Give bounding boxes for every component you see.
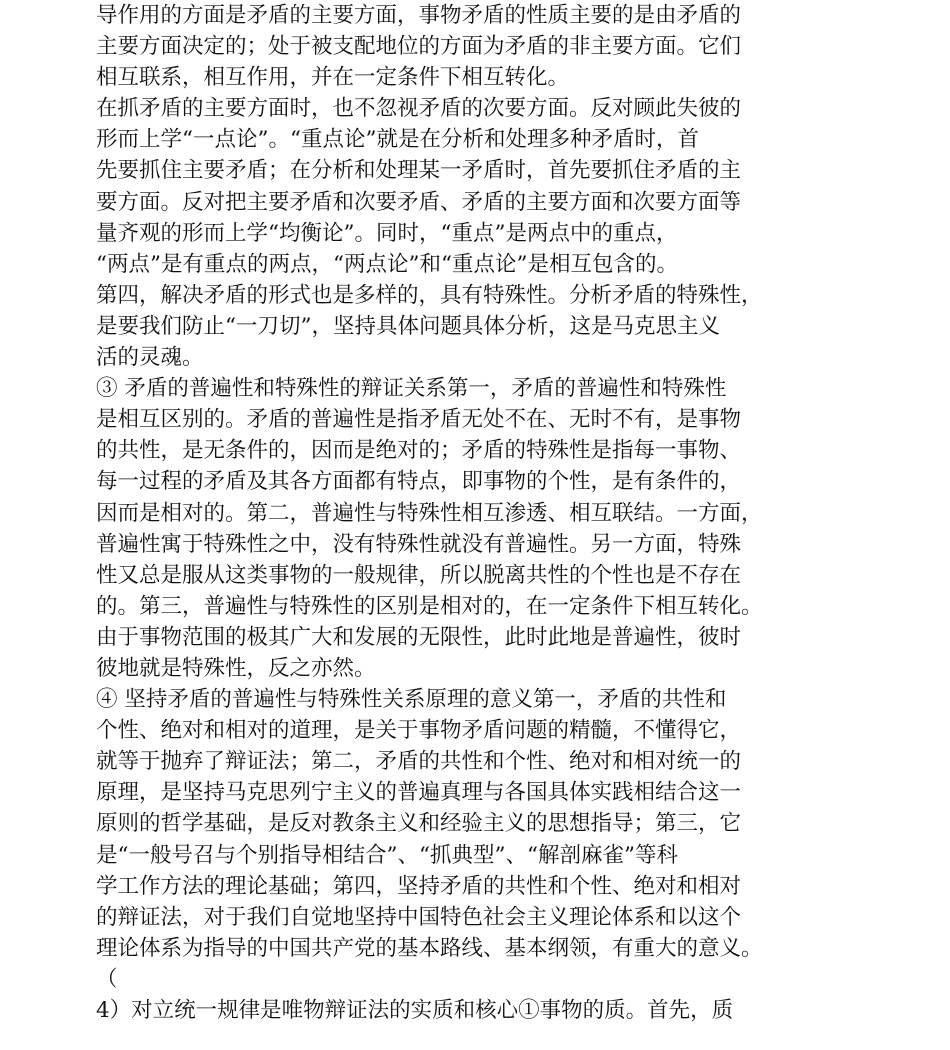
text-line: ④ 坚持矛盾的普遍性与特殊性关系原理的意义第一，矛盾的共性和 bbox=[96, 687, 727, 713]
text-line: 形而上学“一点论”。“重点论”就是在分析和处理多种矛盾时，首 bbox=[96, 127, 699, 153]
text-line: （ bbox=[96, 966, 118, 992]
text-line: 因而是相对的。第二，普遍性与特殊性相互渗透、相互联结。一方面， bbox=[96, 500, 763, 526]
text-line: 就等于抛弃了辩证法；第二，矛盾的共性和个性、绝对和相对统一的 bbox=[96, 749, 742, 775]
text-line: 主要方面决定的；处于被支配地位的方面为矛盾的非主要方面。它们 bbox=[96, 34, 742, 60]
text-line: 的辩证法，对于我们自觉地坚持中国特色社会主义理论体系和以这个 bbox=[96, 904, 742, 930]
text-line: 的。第三，普遍性与特殊性的区别是相对的，在一定条件下相互转化。 bbox=[96, 593, 763, 619]
text-line: 是“一般号召与个别指导相结合”、“抓典型”、“解剖麻雀”等科 bbox=[96, 842, 678, 868]
text-line: 活的灵魂。 bbox=[96, 345, 204, 371]
text-line: 量齐观的形而上学“均衡论”。同时，“重点”是两点中的重点， bbox=[96, 220, 678, 246]
text-line: 性又总是服从这类事物的一般规律，所以脱离共性的个性也是不存在 bbox=[96, 562, 742, 588]
text-line: 普遍性寓于特殊性之中，没有特殊性就没有普遍性。另一方面，特殊 bbox=[96, 531, 742, 557]
text-line: 导作用的方面是矛盾的主要方面，事物矛盾的性质主要的是由矛盾的 bbox=[96, 3, 742, 28]
text-line: 彼地就是特殊性，反之亦然。 bbox=[96, 655, 376, 681]
text-line: 原理，是坚持马克思列宁主义的普遍真理与各国具体实践相结合这一 bbox=[96, 780, 742, 806]
text-line: 先要抓住主要矛盾；在分析和处理某一矛盾时，首先要抓住矛盾的主 bbox=[96, 158, 742, 184]
text-line: 第四，解决矛盾的形式也是多样的，具有特殊性。分析矛盾的特殊性， bbox=[96, 282, 763, 308]
text-line: 4）对立统一规律是唯物辩证法的实质和核心①事物的质。首先，质 bbox=[96, 998, 734, 1023]
text-line: 原则的哲学基础，是反对教条主义和经验主义的思想指导；第三，它 bbox=[96, 811, 742, 837]
text-line: 学工作方法的理论基础；第四，坚持矛盾的共性和个性、绝对和相对 bbox=[96, 873, 742, 899]
text-line: “两点”是有重点的两点，“两点论”和“重点论”是相互包含的。 bbox=[96, 251, 678, 277]
text-line: 由于事物范围的极其广大和发展的无限性，此时此地是普遍性，彼时 bbox=[96, 624, 742, 650]
text-line: 每一过程的矛盾及其各方面都有特点，即事物的个性，是有条件的， bbox=[96, 469, 742, 495]
text-line: 要方面。反对把主要矛盾和次要矛盾、矛盾的主要方面和次要方面等 bbox=[96, 189, 742, 215]
text-line: 的共性，是无条件的，因而是绝对的；矛盾的特殊性是指每一事物、 bbox=[96, 438, 742, 464]
text-line: 在抓矛盾的主要方面时，也不忽视矛盾的次要方面。反对顾此失彼的 bbox=[96, 96, 742, 122]
text-line: 相互联系，相互作用，并在一定条件下相互转化。 bbox=[96, 65, 570, 91]
text-line: 理论体系为指导的中国共产党的基本路线、基本纲领，有重大的意义。 bbox=[96, 935, 763, 961]
text-line: 个性、绝对和相对的道理，是关于事物矛盾问题的精髓，不懂得它， bbox=[96, 718, 742, 744]
document-body bbox=[96, 0, 836, 1026]
text-line: 是相互区别的。矛盾的普遍性是指矛盾无处不在、无时不有，是事物 bbox=[96, 407, 742, 433]
text-line: 是要我们防止“一刀切”，坚持具体问题具体分析，这是马克思主义 bbox=[96, 313, 720, 339]
text-line: ③ 矛盾的普遍性和特殊性的辩证关系第一，矛盾的普遍性和特殊性 bbox=[96, 376, 727, 402]
